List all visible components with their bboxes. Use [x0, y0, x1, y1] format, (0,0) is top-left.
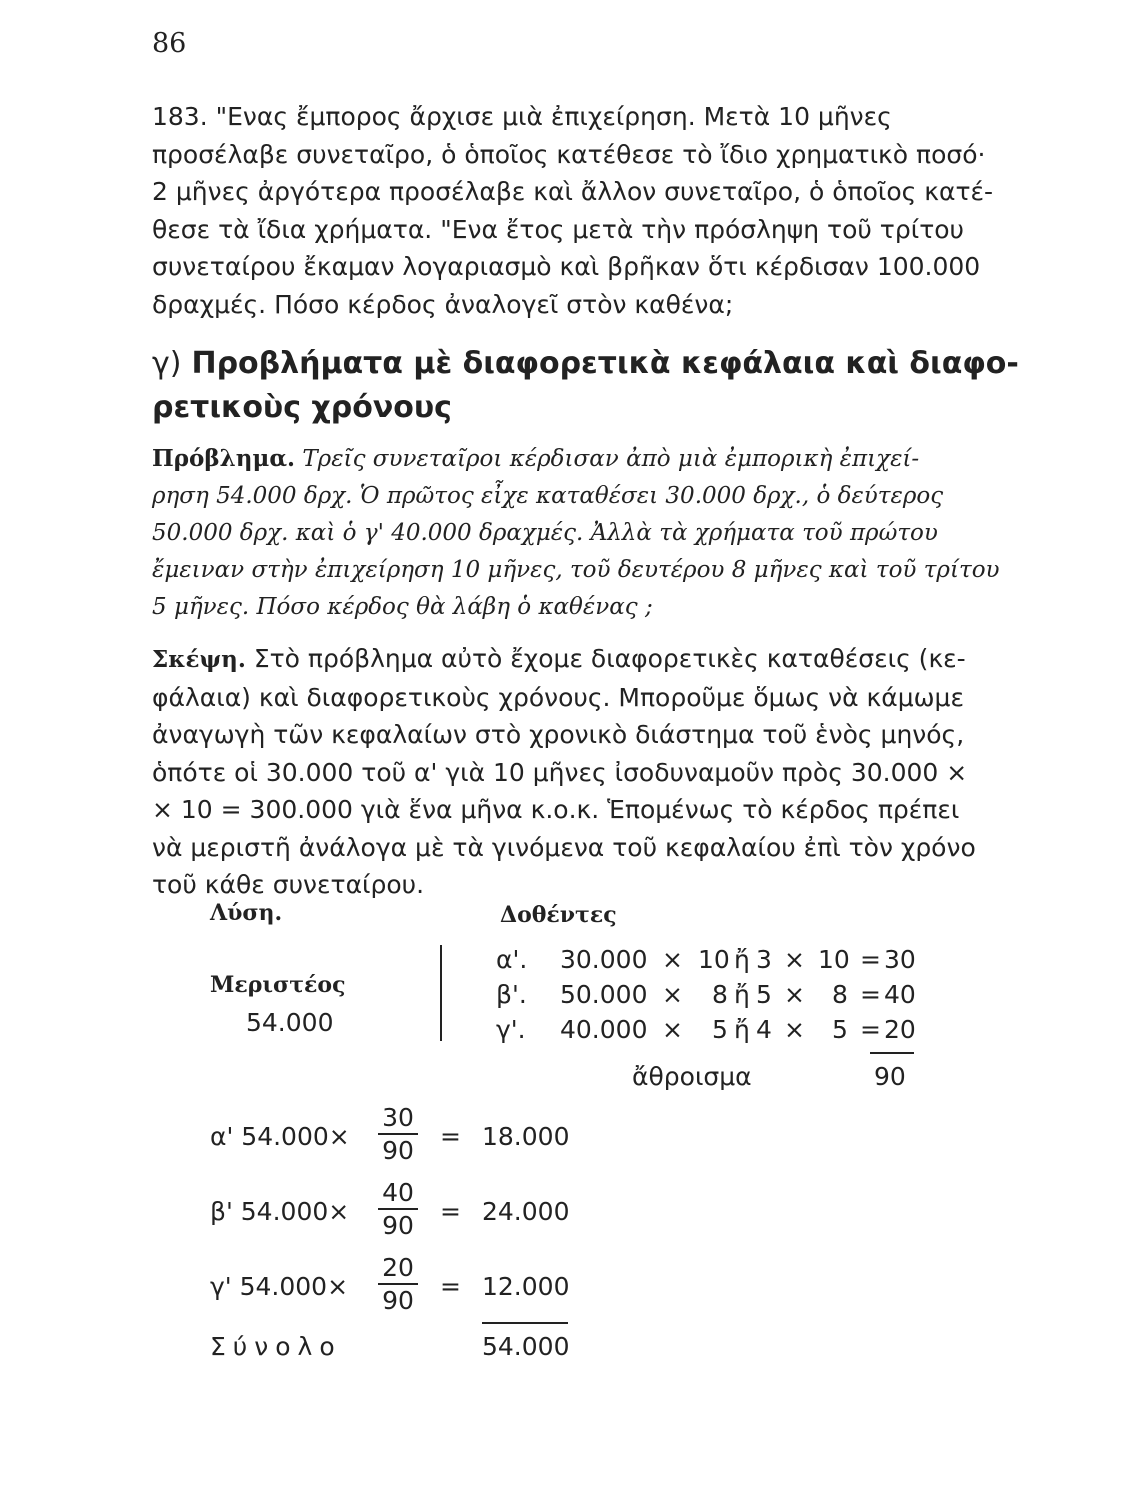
reduced-months: 5 — [832, 1015, 848, 1044]
or-word: ἤ — [734, 1015, 750, 1044]
share-left: γ' 54.000× — [210, 1272, 349, 1301]
fraction — [378, 1253, 418, 1317]
sum-value: 90 — [874, 1062, 906, 1091]
total-value: 54.000 — [482, 1332, 570, 1361]
denominator: 90 — [382, 1136, 414, 1165]
fraction — [378, 1178, 418, 1242]
times-sign: × — [662, 1015, 683, 1044]
reduced-capital: 5 — [756, 980, 772, 1009]
text-line: φάλαια) καὶ διαφορετικοὺς χρόνους. Μποροῦμε ὅμως νὰ κάμωμε — [152, 682, 964, 712]
text-line: ἔμειναν στὴν ἐπιχείρηση 10 μῆνες, τοῦ δευτέρου 8 μῆνες καὶ τοῦ τρίτου — [152, 557, 1000, 583]
share-left: β' 54.000× — [210, 1197, 350, 1226]
page-number: 86 — [152, 28, 187, 59]
months: 5 — [712, 1015, 728, 1044]
numerator: 20 — [378, 1253, 418, 1285]
text-line: Τρεῖς συνεταῖροι κέρδισαν ἀπὸ μιὰ ἐμπορικὴ ἐπιχεί- — [302, 446, 920, 472]
equals-sign: = — [860, 980, 881, 1009]
reduced-capital: 3 — [756, 945, 772, 974]
times-sign: × — [784, 1015, 805, 1044]
equals-sign: = — [440, 1122, 461, 1151]
fraction — [378, 1103, 418, 1167]
text-line: συνεταίρου ἔκαμαν λογαριασμὸ καὶ βρῆκαν ὅτι κέρδισαν 100.000 — [152, 252, 981, 281]
sum-rule — [870, 1052, 914, 1054]
months: 10 — [698, 945, 730, 974]
text-line: 50.000 δρχ. καὶ ὁ γ' 40.000 δραχμές. Ἀλλὰ τὰ χρήματα τοῦ πρώτου — [152, 520, 938, 546]
equals-sign: = — [440, 1272, 461, 1301]
denominator: 90 — [382, 1286, 414, 1315]
partner: γ'. — [496, 1015, 526, 1044]
reduced-months: 8 — [832, 980, 848, 1009]
distributable-value: 54.000 — [246, 1008, 334, 1037]
product: 40 — [884, 980, 916, 1009]
product: 20 — [884, 1015, 916, 1044]
equals-sign: = — [440, 1197, 461, 1226]
capital: 40.000 — [560, 1015, 648, 1044]
total-label: Σύνολο — [210, 1332, 342, 1361]
capital: 30.000 — [560, 945, 648, 974]
denominator: 90 — [382, 1211, 414, 1240]
example-problem — [152, 440, 1012, 626]
text-line: τοῦ κάθε συνεταίρου. — [152, 870, 425, 899]
reduced-capital: 4 — [756, 1015, 772, 1044]
givens-label: Δοθέντες — [500, 902, 617, 928]
text-line: προσέλαβε συνεταῖρο, ὁ ὁποῖος κατέθεσε τὸ ἴδιο χρηματικὸ ποσό· — [152, 139, 986, 169]
thinking-label: Σκέψη. — [152, 646, 246, 673]
distributable-label: Μεριστέος — [210, 972, 346, 998]
bracket — [440, 945, 450, 1041]
times-sign: × — [784, 980, 805, 1009]
partner: α'. — [496, 945, 528, 974]
thinking-paragraph — [152, 640, 1012, 904]
share-result: 18.000 — [482, 1122, 570, 1151]
times-sign: × — [784, 945, 805, 974]
text-line: 5 μῆνες. Πόσο κέρδος θὰ λάβη ὁ καθένας ; — [152, 594, 653, 620]
section-heading — [152, 342, 1022, 430]
solution-label: Λύση. — [210, 900, 283, 926]
section-marker: γ) — [152, 346, 182, 381]
text-line: νὰ μεριστῆ ἀνάλογα μὲ τὰ γινόμενα τοῦ κεφαλαίου ἐπὶ τὸν χρόνο — [152, 832, 976, 862]
problem-label: Πρόβλημα. — [152, 445, 296, 472]
numerator: 40 — [378, 1178, 418, 1210]
text-line: 2 μῆνες ἀργότερα προσέλαβε καὶ ἄλλον συνεταῖρο, ὁ ὁποῖος κατέ- — [152, 177, 994, 206]
numerator: 30 — [378, 1103, 418, 1135]
text-line: ἀναγωγὴ τῶν κεφαλαίων στὸ χρονικὸ διάστημα τοῦ ἑνὸς μηνός, — [152, 720, 965, 749]
or-word: ἤ — [734, 945, 750, 974]
text-line: ὁπότε οἱ 30.000 τοῦ α' γιὰ 10 μῆνες ἰσοδυναμοῦν πρὸς 30.000 × — [152, 757, 968, 787]
months: 8 — [712, 980, 728, 1009]
equals-sign: = — [860, 945, 881, 974]
total-rule — [482, 1322, 568, 1324]
share-result: 12.000 — [482, 1272, 570, 1301]
times-sign: × — [662, 980, 683, 1009]
partner: β'. — [496, 980, 527, 1009]
text-line: δραχμές. Πόσο κέρδος ἀναλογεῖ στὸν καθένα; — [152, 289, 734, 319]
text-line: Στὸ πρόβλημα αὐτὸ ἔχομε διαφορετικὲς καταθέσεις (κε- — [253, 644, 966, 673]
heading-line-2: ρετικοὺς χρόνους — [152, 390, 452, 425]
text-line: × 10 = 300.000 γιὰ ἕνα μῆνα κ.ο.κ. Ἑπομένως τὸ κέρδος πρέπει — [152, 795, 960, 824]
heading-line-1: Προβλήματα μὲ διαφορετικὰ κεφάλαια καὶ διαφο- — [191, 346, 1019, 381]
sum-label: ἄθροισμα — [632, 1062, 752, 1091]
capital: 50.000 — [560, 980, 648, 1009]
text-line: θεσε τὰ ἴδια χρήματα. "Ενα ἔτος μετὰ τὴν πρόσληψη τοῦ τρίτου — [152, 214, 964, 244]
share-left: α' 54.000× — [210, 1122, 350, 1151]
or-word: ἤ — [734, 980, 750, 1009]
equals-sign: = — [860, 1015, 881, 1044]
times-sign: × — [662, 945, 683, 974]
text-line: ρηση 54.000 δρχ. Ὁ πρῶτος εἶχε καταθέσει 30.000 δρχ., ὁ δεύτερος — [152, 483, 944, 509]
text-line: 183. "Ενας ἔμπορος ἄρχισε μιὰ ἐπιχείρηση. Μετὰ 10 μῆνες — [152, 102, 892, 131]
product: 30 — [884, 945, 916, 974]
problem-183 — [152, 98, 1012, 323]
reduced-months: 10 — [818, 945, 850, 974]
share-result: 24.000 — [482, 1197, 570, 1226]
